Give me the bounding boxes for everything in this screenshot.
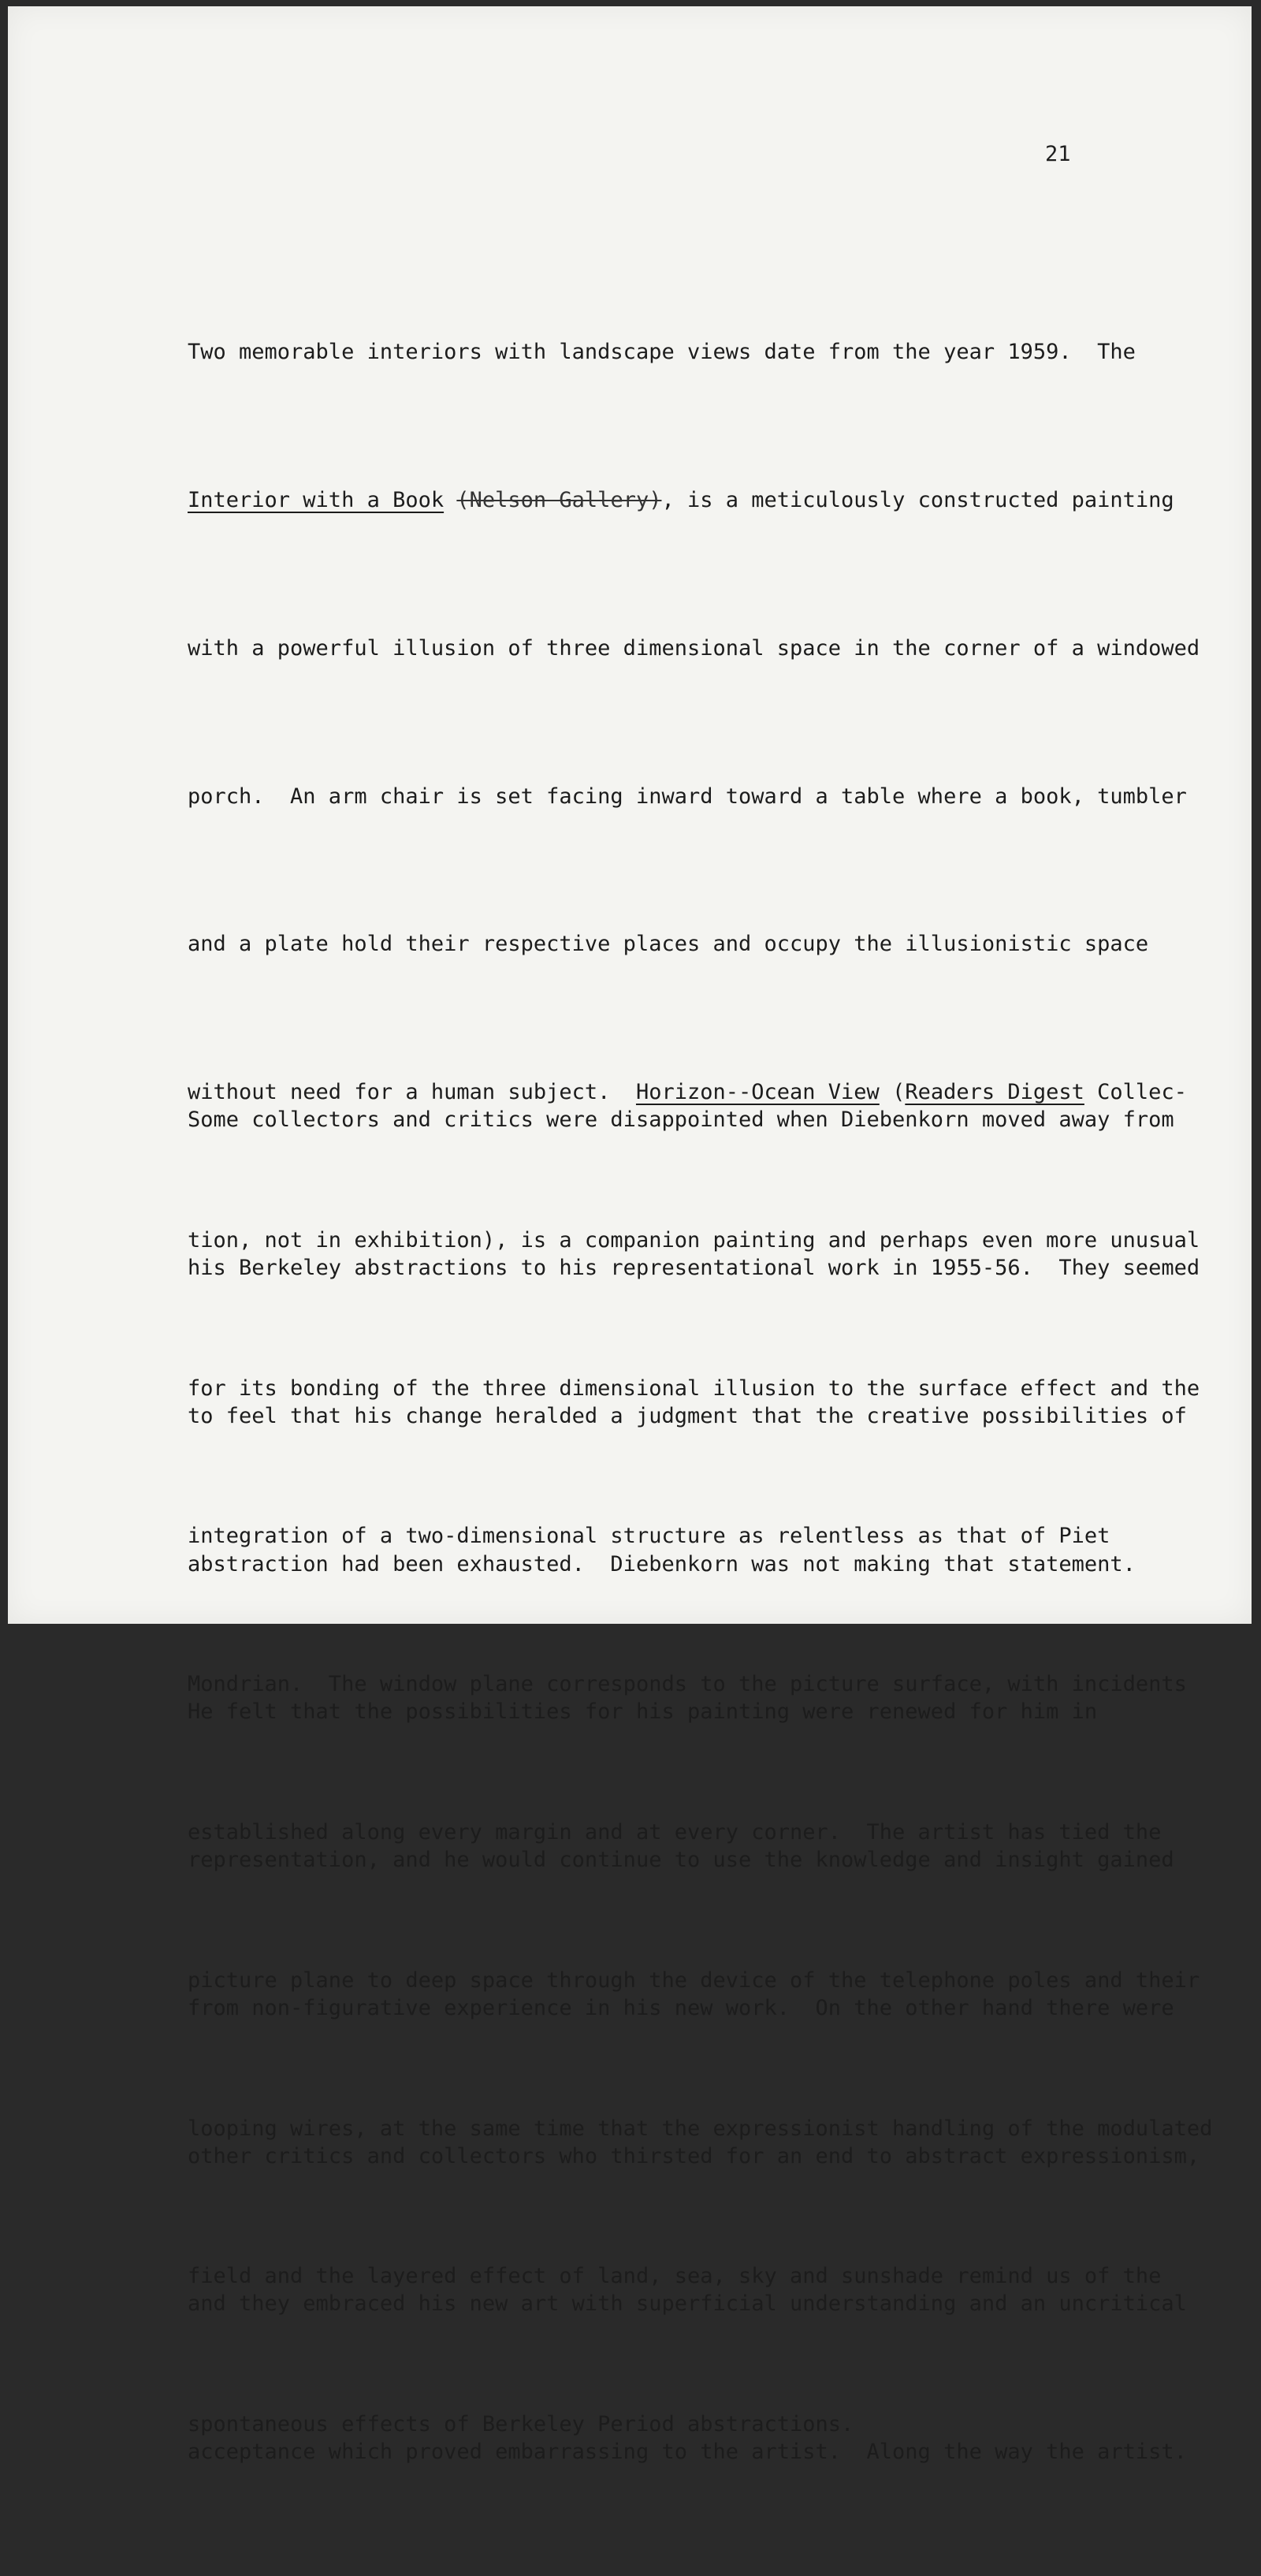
text-span: Collec- xyxy=(1084,1080,1187,1105)
artwork-title: Horizon--Ocean View xyxy=(635,1080,880,1105)
text-line: abstraction had been exhausted. Diebenkorn was not making that statement. xyxy=(188,1551,1136,1576)
text-line: acceptance which proved embarrassing to the artist. Along the way the artist. xyxy=(188,2440,1187,2465)
document-page xyxy=(8,6,1252,2465)
text-line: Mondrian. The window plane corresponds to the picture surface, with incidents xyxy=(188,1672,1187,1697)
artwork-title: Interior with a Book xyxy=(188,487,445,512)
text-line: Some collectors and critics were disappointed when Diebenkorn moved away from xyxy=(188,1107,1174,1133)
text-line: to feel that his change heralded a judgment that the creative possibilities of xyxy=(188,1403,1187,1428)
text-line: integration of a two-dimensional structure as relentless as that of Piet xyxy=(188,1524,1110,1549)
text-line: tion, not in exhibition), is a companion painting and perhaps even more unusual xyxy=(188,1227,1200,1253)
text-line: picture plane to deep space through the device of the telephone poles and their xyxy=(188,1967,1200,1993)
text-line: representation, and he would continue to use the knowledge and insight gained xyxy=(188,1848,1174,1873)
paragraph-2 xyxy=(188,997,1212,2576)
text-line: other critics and collectors who thirsted for an end to abstract expressionism, xyxy=(188,2143,1200,2168)
text-line xyxy=(188,476,1212,526)
text-line: He felt that the possibilities for his painting were renewed for him in xyxy=(188,1699,1098,1725)
text-line: for its bonding of the three dimensional illusion to the surface effect and the xyxy=(188,1375,1200,1401)
text-span: ( xyxy=(879,1080,906,1105)
text-line: porch. An arm chair is set facing inward toward a table where a book, tumbler xyxy=(188,784,1187,809)
text-span xyxy=(444,488,456,512)
text-line: Two memorable interiors with landscape views date from the year 1959. The xyxy=(188,340,1136,365)
text-line: and a plate hold their respective places and occupy the illusionistic space xyxy=(188,932,1149,957)
page-number: 21 xyxy=(1045,142,1071,166)
text-line: looping wires, at the same time that the expressionist handling of the modulated xyxy=(188,2116,1213,2141)
text-span: , is a meticulously constructed painting xyxy=(661,487,1174,512)
collection-name: Readers Digest xyxy=(905,1080,1084,1105)
text-line: field and the layered effect of land, sea, sky and sunshade remind us of the xyxy=(188,2264,1162,2289)
text-line: and they embraced his new art with superficial understanding and an uncritical xyxy=(188,2291,1187,2317)
struck-text: (Nelson Gallery) xyxy=(456,487,662,512)
text-line: with a powerful illusion of three dimensional space in the corner of a windowed xyxy=(188,635,1200,661)
text-line: spontaneous effects of Berkeley Period abstractions. xyxy=(188,2412,854,2437)
text-line: from non-figurative experience in his new work. On the other hand there were xyxy=(188,1995,1174,2020)
text-span: without need for a human subject. xyxy=(188,1080,636,1105)
text-line: his Berkeley abstractions to his representational work in 1955-56. They seemed xyxy=(188,1255,1200,1280)
text-line: established along every margin and at every corner. The artist has tied the xyxy=(188,1820,1162,1845)
